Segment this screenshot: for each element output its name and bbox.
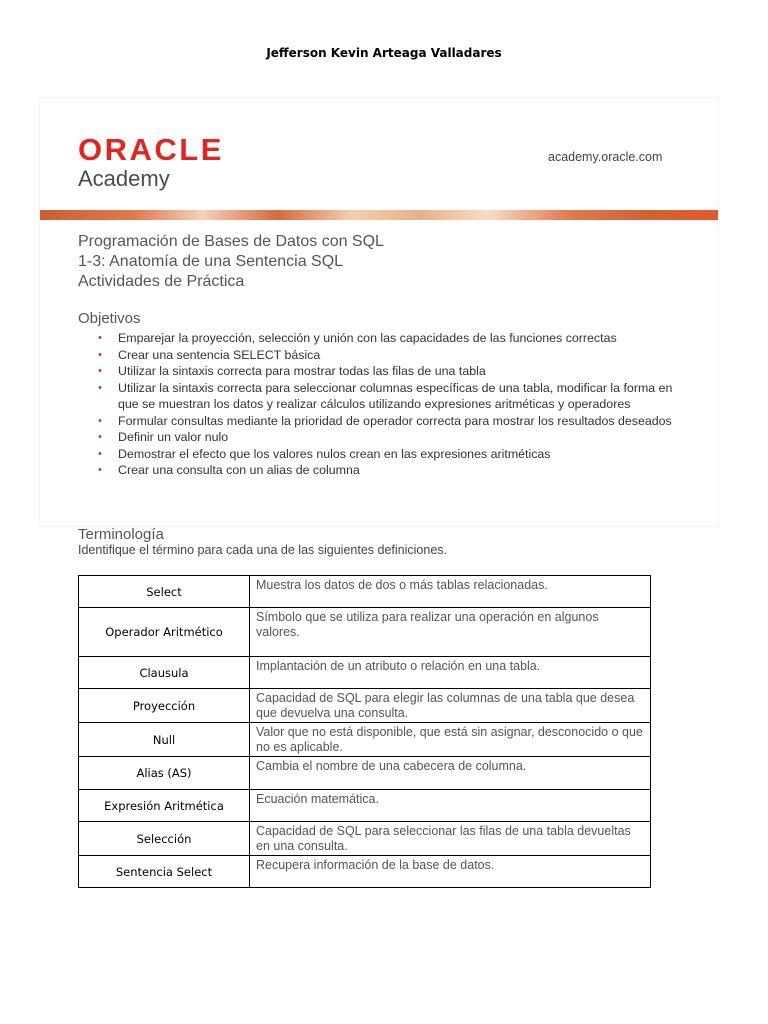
site-address: academy.oracle.com — [548, 150, 663, 164]
objective-text: Crear una consulta con un alias de columna — [118, 463, 360, 477]
bullet-icon: • — [98, 381, 102, 394]
objective-text: Definir un valor nulo — [118, 430, 229, 444]
objective-text: Utilizar la sintaxis correcta para mostrar todas las filas de una tabla — [118, 364, 486, 378]
term-cell[interactable]: Selección — [79, 822, 250, 856]
objective-text: Utilizar la sintaxis correcta para seleccionar columnas específicas de una tabla, modificar la forma en que se muestran los datos y realizar cálculos utilizando expresiones aritméticas y operadores — [118, 380, 673, 411]
definition-cell: Cambia el nombre de una cabecera de columna. — [250, 757, 651, 790]
definition-cell: Valor que no está disponible, que está sin asignar, desconocido o que no es aplicable. — [250, 723, 651, 757]
terminology-table — [78, 575, 651, 888]
objective-item — [94, 446, 684, 463]
table-row — [79, 608, 651, 657]
terminology-table-body — [79, 576, 651, 888]
definition-cell: Recupera información de la base de datos. — [250, 856, 651, 888]
table-row — [79, 657, 651, 689]
decorative-header-stripe — [40, 210, 718, 220]
lesson-title: 1-3: Anatomía de una Sentencia SQL — [78, 253, 344, 270]
term-cell[interactable]: Clausula — [79, 657, 250, 689]
table-row — [79, 689, 651, 723]
bullet-icon: • — [98, 348, 102, 361]
table-row — [79, 822, 651, 856]
objective-item — [94, 462, 684, 479]
objectives-list — [94, 330, 684, 479]
objective-item — [94, 330, 684, 347]
activity-title: Actividades de Práctica — [78, 273, 245, 290]
objective-text: Demostrar el efecto que los valores nulos crean en las expresiones aritméticas — [118, 446, 551, 461]
term-cell[interactable]: Select — [79, 576, 250, 608]
table-row — [79, 723, 651, 757]
document-author: Jefferson Kevin Arteaga Valladares — [266, 46, 502, 60]
table-row — [79, 757, 651, 790]
definition-cell: Ecuación matemática. — [250, 790, 651, 822]
objective-item — [94, 363, 684, 380]
objective-item — [94, 380, 684, 413]
objectives-heading: Objetivos — [78, 310, 141, 327]
term-cell[interactable]: Proyección — [79, 689, 250, 723]
objective-item — [94, 429, 684, 446]
bullet-icon: • — [98, 464, 102, 476]
objective-item — [94, 347, 684, 364]
term-cell[interactable]: Expresión Aritmética — [79, 790, 250, 822]
term-cell[interactable]: Sentencia Select — [79, 856, 250, 888]
oracle-logo: ORACLE — [78, 132, 224, 167]
term-cell[interactable]: Null — [79, 723, 250, 757]
table-row — [79, 576, 651, 608]
definition-cell: Capacidad de SQL para seleccionar las filas de una tabla devueltas en una consulta. — [250, 822, 651, 856]
objective-text: Emparejar la proyección, selección y unión con las capacidades de las funciones correctas — [118, 331, 617, 345]
terminology-instruction: Identifique el término para cada una de las siguientes definiciones. — [78, 543, 447, 557]
table-row — [79, 790, 651, 822]
table-row — [79, 856, 651, 888]
academy-logo-text: Academy — [78, 166, 170, 191]
scanned-worksheet — [40, 98, 718, 557]
definition-cell: Implantación de un atributo o relación en una tabla. — [250, 657, 651, 689]
term-cell[interactable]: Operador Aritmético — [79, 608, 250, 657]
bullet-icon: • — [98, 414, 102, 427]
objective-text: Crear una sentencia SELECT básica — [118, 347, 321, 362]
definition-cell: Símbolo que se utiliza para realizar una operación en algunos valores. — [250, 608, 651, 657]
bullet-icon: • — [98, 431, 102, 443]
objective-text: Formular consultas mediante la prioridad de operador correcta para mostrar los resultados deseados — [118, 413, 672, 428]
definition-cell: Muestra los datos de dos o más tablas relacionadas. — [250, 576, 651, 608]
bullet-icon: • — [98, 447, 102, 460]
course-title: Programación de Bases de Datos con SQL — [78, 233, 384, 250]
bullet-icon: • — [98, 332, 102, 344]
term-cell[interactable]: Alias (AS) — [79, 757, 250, 790]
objective-item — [94, 413, 684, 430]
bullet-icon: • — [98, 365, 102, 377]
terminology-heading: Terminología — [78, 526, 164, 543]
definition-cell: Capacidad de SQL para elegir las columnas de una tabla que desea que devuelva una consulta. — [250, 689, 651, 723]
